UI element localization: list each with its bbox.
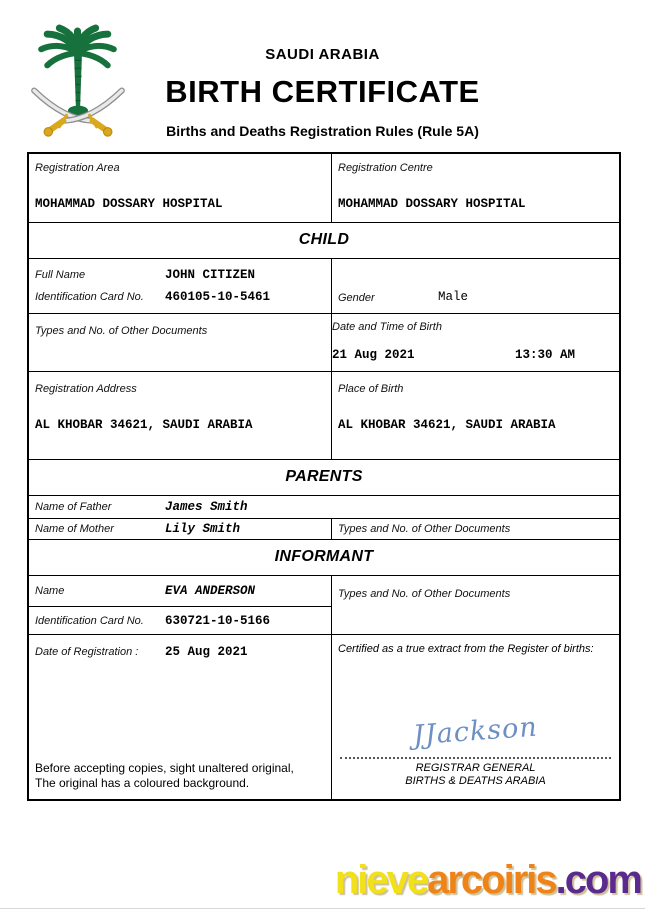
- certification-row: [29, 634, 619, 799]
- gender-cell: [332, 259, 619, 313]
- child-other-docs-label: Types and No. of Other Documents: [35, 325, 208, 337]
- registration-address-cell: [29, 372, 332, 459]
- father-label: Name of Father: [35, 501, 112, 513]
- registration-area-cell: [29, 154, 332, 222]
- mother-name-value: Lily Smith: [165, 522, 241, 536]
- date-of-registration-cell: [29, 635, 332, 799]
- parents-section-title: PARENTS: [285, 468, 363, 485]
- informant-name-cell: [29, 576, 331, 606]
- address-row: [29, 371, 619, 459]
- date-of-registration-label: Date of Registration :: [35, 646, 139, 658]
- copies-notice: [35, 761, 294, 792]
- copies-notice-line1: Before accepting copies, sight unaltered original,: [35, 760, 294, 775]
- registration-address-label: Registration Address: [35, 383, 137, 395]
- place-of-birth-label: Place of Birth: [338, 383, 404, 395]
- gender-label: Gender: [338, 292, 375, 304]
- child-section-title: CHILD: [298, 231, 350, 248]
- child-name-id-cell: [29, 259, 332, 313]
- document-title: BIRTH CERTIFICATE: [165, 74, 480, 109]
- full-name-label: Full Name: [35, 269, 86, 281]
- child-id-card-label: Identification Card No.: [35, 291, 144, 303]
- watermark-part1: nieve: [334, 858, 428, 902]
- place-of-birth-cell: [332, 372, 619, 459]
- registrar-signature: JJackson: [412, 711, 539, 751]
- mother-label: Name of Mother: [35, 523, 114, 535]
- father-name-value: James Smith: [165, 500, 248, 514]
- informant-section-header-row: [29, 539, 619, 575]
- parents-other-docs-label: Types and No. of Other Documents: [338, 523, 511, 535]
- registrar-title-line2: BIRTHS & DEATHS ARABIA: [405, 775, 546, 788]
- registration-centre-label: Registration Centre: [338, 162, 433, 174]
- full-name-value: JOHN CITIZEN: [165, 268, 256, 282]
- place-of-birth-value: AL KHOBAR 34621, SAUDI ARABIA: [338, 418, 556, 432]
- informant-row: [29, 575, 619, 634]
- certificate-table: [27, 152, 621, 801]
- informant-other-docs-cell: [332, 576, 619, 634]
- document-subtitle: Births and Deaths Registration Rules (Rule 5A): [166, 123, 479, 139]
- birth-datetime-cell: [332, 314, 619, 371]
- child-identity-row: [29, 258, 619, 313]
- child-id-card-value: 460105-10-5461: [165, 290, 271, 304]
- registration-centre-value: MOHAMMAD DOSSARY HOSPITAL: [338, 197, 526, 211]
- birth-datetime-row: [29, 313, 619, 371]
- mother-row: [29, 518, 619, 539]
- child-section-header-row: [29, 222, 619, 258]
- informant-id-cell: [29, 606, 331, 634]
- parents-other-docs-cell: [332, 519, 619, 539]
- watermark-logo: [335, 858, 641, 903]
- page-bottom-edge: [0, 908, 645, 909]
- certified-extract-cell: [332, 635, 619, 799]
- informant-name-value: EVA ANDERSON: [165, 584, 256, 598]
- informant-id-value: 630721-10-5166: [165, 613, 271, 628]
- country-name: SAUDI ARABIA: [265, 46, 380, 63]
- signature-dotted-line: [340, 757, 611, 759]
- registration-area-label: Registration Area: [35, 162, 120, 174]
- informant-left-cell: [29, 576, 332, 634]
- parents-section-header-row: [29, 459, 619, 495]
- watermark-part2: arcoiris: [427, 858, 556, 902]
- informant-other-docs-label: Types and No. of Other Documents: [338, 588, 511, 600]
- registration-area-value: MOHAMMAD DOSSARY HOSPITAL: [35, 197, 223, 211]
- child-other-docs-cell: [29, 314, 332, 371]
- informant-id-label: Identification Card No.: [35, 614, 144, 627]
- registrar-title-line1: REGISTRAR GENERAL: [415, 761, 536, 774]
- watermark-part3: .com: [555, 858, 641, 902]
- birth-date-value: 21 Aug 2021: [332, 348, 415, 362]
- registration-centre-cell: [332, 154, 619, 222]
- registration-row: [29, 154, 619, 222]
- certified-extract-label: Certified as a true extract from the Register of births:: [338, 643, 594, 655]
- father-cell: [29, 496, 619, 518]
- registration-address-value: AL KHOBAR 34621, SAUDI ARABIA: [35, 418, 253, 432]
- birth-time-value: 13:30 AM: [515, 348, 576, 362]
- mother-cell: [29, 519, 332, 539]
- date-of-registration-value: 25 Aug 2021: [165, 645, 248, 659]
- informant-section-title: INFORMANT: [274, 548, 374, 565]
- gender-value: Male: [438, 290, 469, 304]
- birth-datetime-label: Date and Time of Birth: [332, 321, 442, 333]
- informant-name-label: Name: [35, 585, 65, 597]
- copies-notice-line2: The original has a coloured background.: [35, 776, 250, 791]
- father-row: [29, 495, 619, 518]
